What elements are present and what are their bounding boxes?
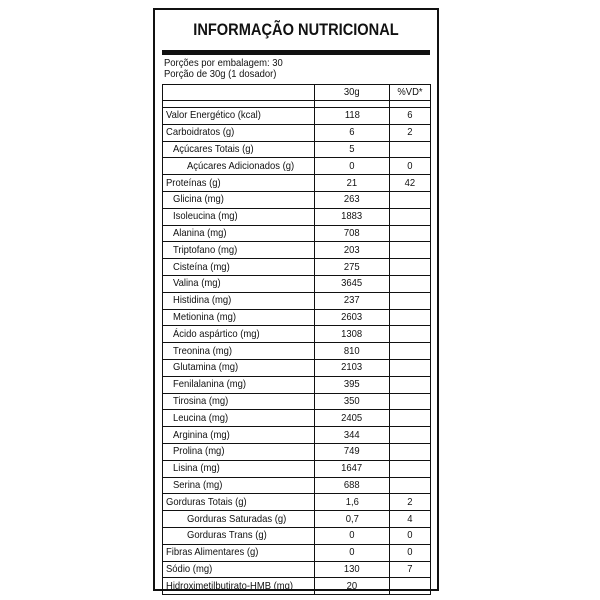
nutrition-facts-label bbox=[153, 8, 439, 591]
nutrient-daily-value bbox=[390, 191, 431, 208]
nutrient-amount: 0 bbox=[315, 158, 390, 175]
nutrient-amount: 3645 bbox=[315, 275, 390, 292]
table-row bbox=[163, 309, 431, 326]
table-row bbox=[163, 578, 431, 595]
table-row bbox=[163, 376, 431, 393]
nutrient-amount: 203 bbox=[315, 242, 390, 259]
nutrient-daily-value: 0 bbox=[390, 158, 431, 175]
table-header-row bbox=[163, 85, 431, 101]
table-row bbox=[163, 527, 431, 544]
nutrient-daily-value: 4 bbox=[390, 511, 431, 528]
nutrient-daily-value bbox=[390, 326, 431, 343]
serving-info bbox=[155, 55, 437, 84]
nutrient-amount: 1,6 bbox=[315, 494, 390, 511]
table-row bbox=[163, 191, 431, 208]
nutrient-amount: 688 bbox=[315, 477, 390, 494]
nutrient-amount: 118 bbox=[315, 108, 390, 125]
nutrient-daily-value bbox=[390, 477, 431, 494]
nutrient-name: Lisina (mg) bbox=[163, 460, 315, 477]
nutrient-name: Arginina (mg) bbox=[163, 427, 315, 444]
serving-size: Porção de 30g (1 dosador) bbox=[164, 68, 277, 80]
table-row bbox=[163, 292, 431, 309]
table-row bbox=[163, 561, 431, 578]
table-row bbox=[163, 208, 431, 225]
nutrient-amount: 263 bbox=[315, 191, 390, 208]
nutrient-amount: 708 bbox=[315, 225, 390, 242]
nutrient-name: Treonina (mg) bbox=[163, 343, 315, 360]
nutrient-name: Açúcares Adicionados (g) bbox=[163, 158, 315, 175]
nutrient-amount: 395 bbox=[315, 376, 390, 393]
nutrient-name: Açúcares Totais (g) bbox=[163, 141, 315, 158]
nutrient-daily-value bbox=[390, 242, 431, 259]
nutrient-daily-value bbox=[390, 343, 431, 360]
nutrient-name: Valina (mg) bbox=[163, 275, 315, 292]
nutrient-daily-value: 7 bbox=[390, 561, 431, 578]
nutrient-name: Histidina (mg) bbox=[163, 292, 315, 309]
nutrient-daily-value: 2 bbox=[390, 494, 431, 511]
nutrient-name: Gorduras Saturadas (g) bbox=[163, 511, 315, 528]
table-row bbox=[163, 460, 431, 477]
nutrient-name: Isoleucina (mg) bbox=[163, 208, 315, 225]
nutrient-daily-value bbox=[390, 309, 431, 326]
nutrient-daily-value bbox=[390, 460, 431, 477]
nutrient-daily-value: 0 bbox=[390, 527, 431, 544]
table-row bbox=[163, 275, 431, 292]
table-row bbox=[163, 477, 431, 494]
nutrient-amount: 275 bbox=[315, 259, 390, 276]
table-row bbox=[163, 443, 431, 460]
header-spacer-row bbox=[163, 101, 431, 108]
nutrient-amount: 21 bbox=[315, 175, 390, 192]
nutrient-amount: 0 bbox=[315, 527, 390, 544]
nutrient-daily-value: 0 bbox=[390, 544, 431, 561]
table-row bbox=[163, 427, 431, 444]
nutrient-name: Hidroximetilbutirato-HMB (mg) bbox=[163, 578, 315, 595]
nutrient-name: Alanina (mg) bbox=[163, 225, 315, 242]
nutrient-amount: 130 bbox=[315, 561, 390, 578]
nutrient-daily-value bbox=[390, 393, 431, 410]
nutrient-amount: 1883 bbox=[315, 208, 390, 225]
nutrient-amount: 2603 bbox=[315, 309, 390, 326]
nutrient-amount: 810 bbox=[315, 343, 390, 360]
nutrient-daily-value bbox=[390, 376, 431, 393]
nutrient-amount: 20 bbox=[315, 578, 390, 595]
table-row bbox=[163, 511, 431, 528]
nutrient-daily-value bbox=[390, 225, 431, 242]
nutrition-table bbox=[162, 84, 431, 595]
table-row bbox=[163, 393, 431, 410]
table-row bbox=[163, 124, 431, 141]
nutrient-daily-value bbox=[390, 359, 431, 376]
nutrient-daily-value bbox=[390, 259, 431, 276]
nutrient-name: Gorduras Trans (g) bbox=[163, 527, 315, 544]
nutrient-amount: 2103 bbox=[315, 359, 390, 376]
table-row bbox=[163, 225, 431, 242]
nutrient-name: Leucina (mg) bbox=[163, 410, 315, 427]
nutrient-daily-value: 6 bbox=[390, 108, 431, 125]
nutrient-name: Tirosina (mg) bbox=[163, 393, 315, 410]
header-daily-value: %VD* bbox=[390, 85, 431, 101]
label-title: INFORMAÇÃO NUTRICIONAL bbox=[193, 20, 399, 39]
nutrient-amount: 5 bbox=[315, 141, 390, 158]
table-row bbox=[163, 158, 431, 175]
nutrient-name: Valor Energético (kcal) bbox=[163, 108, 315, 125]
nutrient-daily-value bbox=[390, 410, 431, 427]
nutrient-name: Sódio (mg) bbox=[163, 561, 315, 578]
nutrient-amount: 0,7 bbox=[315, 511, 390, 528]
nutrient-amount: 0 bbox=[315, 544, 390, 561]
nutrient-amount: 237 bbox=[315, 292, 390, 309]
table-row bbox=[163, 259, 431, 276]
table-row bbox=[163, 343, 431, 360]
nutrient-daily-value bbox=[390, 443, 431, 460]
nutrient-name: Carboidratos (g) bbox=[163, 124, 315, 141]
nutrient-name: Triptofano (mg) bbox=[163, 242, 315, 259]
table-row bbox=[163, 108, 431, 125]
nutrient-name: Prolina (mg) bbox=[163, 443, 315, 460]
nutrient-name: Glutamina (mg) bbox=[163, 359, 315, 376]
nutrient-amount: 1647 bbox=[315, 460, 390, 477]
table-row bbox=[163, 326, 431, 343]
servings-per-package: Porções por embalagem: 30 bbox=[164, 57, 283, 69]
nutrient-amount: 6 bbox=[315, 124, 390, 141]
table-row bbox=[163, 410, 431, 427]
nutrient-daily-value bbox=[390, 141, 431, 158]
nutrient-daily-value bbox=[390, 292, 431, 309]
nutrient-daily-value: 2 bbox=[390, 124, 431, 141]
nutrient-daily-value bbox=[390, 275, 431, 292]
nutrient-name: Glicina (mg) bbox=[163, 191, 315, 208]
nutrient-name: Fenilalanina (mg) bbox=[163, 376, 315, 393]
header-amount: 30g bbox=[315, 85, 390, 101]
nutrient-amount: 344 bbox=[315, 427, 390, 444]
table-row bbox=[163, 175, 431, 192]
nutrient-name: Serina (mg) bbox=[163, 477, 315, 494]
nutrient-amount: 1308 bbox=[315, 326, 390, 343]
table-row bbox=[163, 141, 431, 158]
nutrient-daily-value: 42 bbox=[390, 175, 431, 192]
nutrient-name: Cisteína (mg) bbox=[163, 259, 315, 276]
header-empty-cell bbox=[163, 85, 315, 101]
nutrient-name: Ácido aspártico (mg) bbox=[163, 326, 315, 343]
nutrient-name: Metionina (mg) bbox=[163, 309, 315, 326]
nutrient-daily-value bbox=[390, 578, 431, 595]
table-row bbox=[163, 544, 431, 561]
nutrient-daily-value bbox=[390, 208, 431, 225]
nutrient-amount: 2405 bbox=[315, 410, 390, 427]
nutrient-name: Proteínas (g) bbox=[163, 175, 315, 192]
nutrient-amount: 749 bbox=[315, 443, 390, 460]
nutrient-amount: 350 bbox=[315, 393, 390, 410]
nutrient-daily-value bbox=[390, 427, 431, 444]
nutrient-name: Gorduras Totais (g) bbox=[163, 494, 315, 511]
table-row bbox=[163, 359, 431, 376]
table-row bbox=[163, 242, 431, 259]
nutrient-name: Fibras Alimentares (g) bbox=[163, 544, 315, 561]
table-row bbox=[163, 494, 431, 511]
